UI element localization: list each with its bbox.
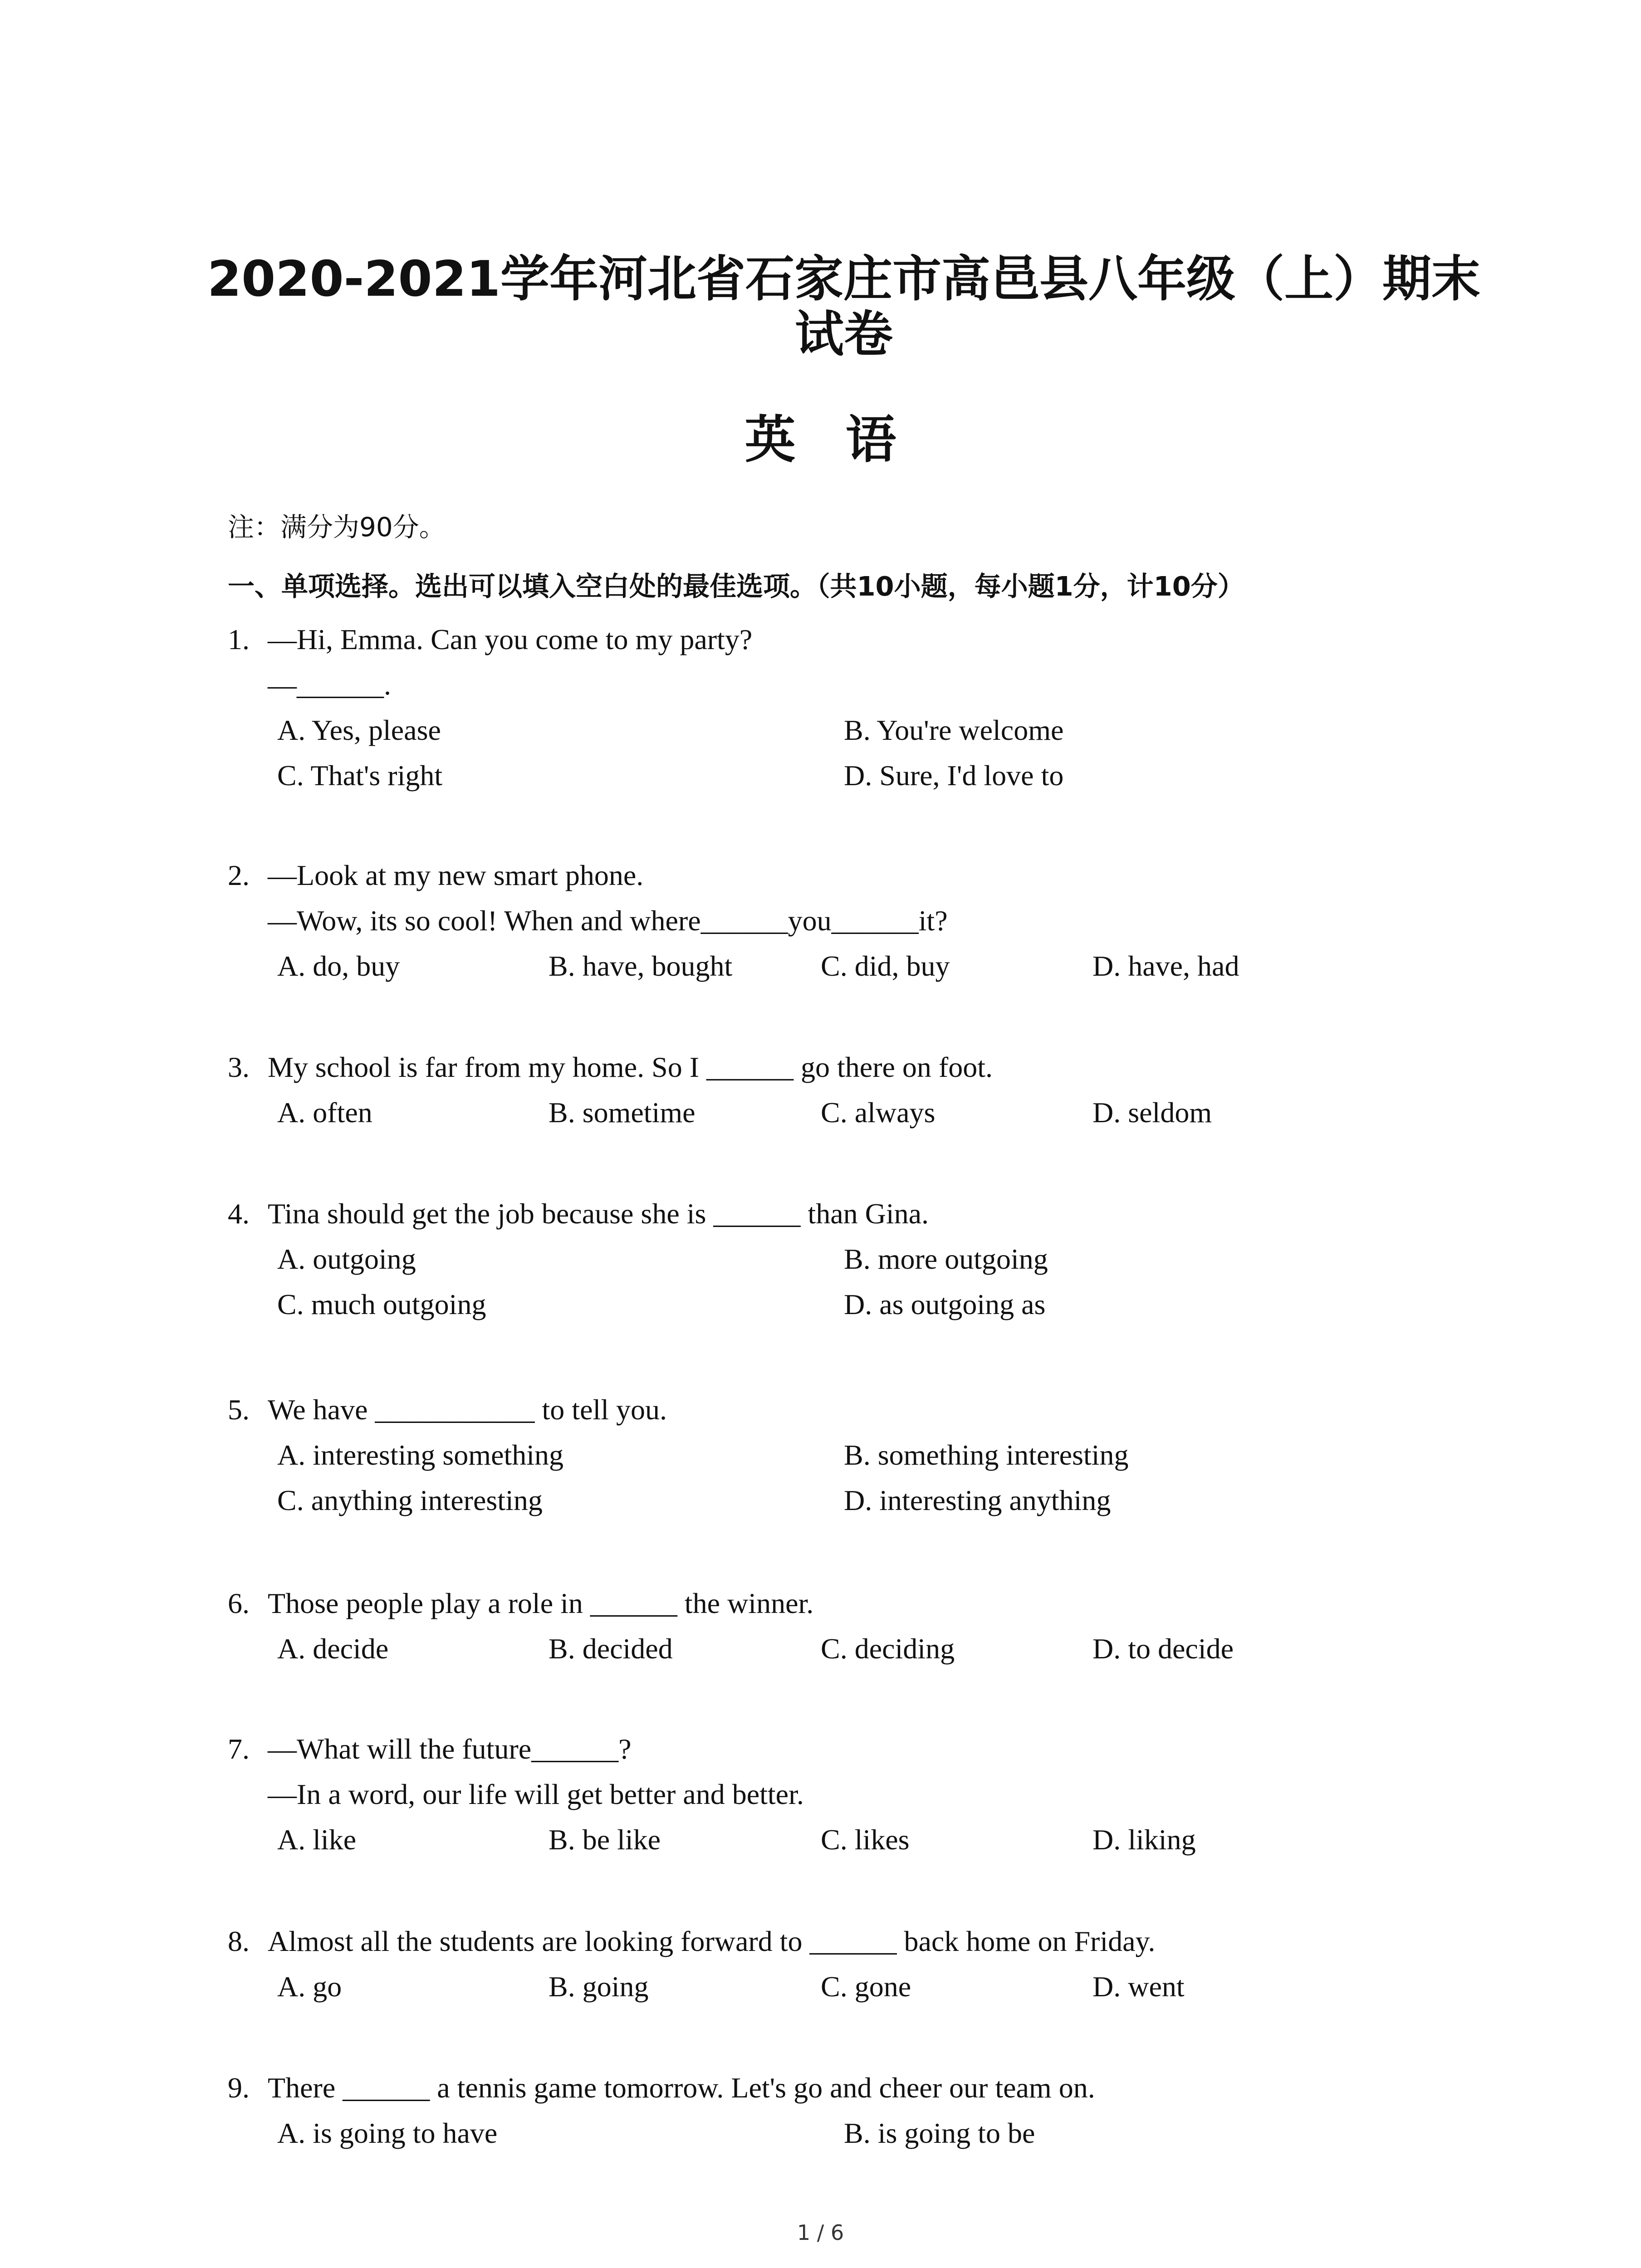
option-row [228, 1626, 1234, 1672]
question-stem: There ______ a tennis game tomorrow. Let's go and cheer our team on. [268, 2072, 1095, 2104]
exam-title: 2020-2021学年河北省石家庄市高邑县八年级（上）期末试卷 [207, 251, 1480, 363]
option-d: D. have, had [1092, 950, 1239, 982]
option-d: D. went [1092, 1970, 1185, 2003]
option-row [228, 2111, 1095, 2156]
option-d: D. as outgoing as [844, 1288, 1046, 1320]
question-number: 5. [228, 1393, 250, 1426]
option-d: D. interesting anything [844, 1484, 1111, 1516]
question-number: 2. [228, 859, 250, 891]
question-stem: We have ___________ to tell you. [268, 1393, 667, 1426]
question-number: 9. [228, 2072, 250, 2104]
option-row [228, 1237, 1048, 1282]
question-number: 8. [228, 1925, 250, 1957]
option-b: B. be like [549, 1823, 661, 1856]
option-a: A. often [277, 1096, 372, 1129]
option-row [228, 1282, 1046, 1327]
question-5 [228, 1387, 1129, 1523]
question-stem: Almost all the students are looking forward to ______ back home on Friday. [268, 1925, 1156, 1957]
option-row [228, 943, 1239, 989]
option-b: B. more outgoing [844, 1243, 1048, 1275]
question-3 [228, 1045, 1212, 1135]
option-b: B. is going to be [844, 2117, 1035, 2149]
question-stem: —______. [268, 669, 391, 701]
question-4 [228, 1191, 1048, 1327]
question-number: 3. [228, 1051, 250, 1083]
question-2 [228, 853, 1239, 989]
option-row [228, 708, 1064, 753]
option-b: B. You're welcome [844, 714, 1064, 746]
option-c: C. always [821, 1096, 936, 1129]
option-row [228, 1478, 1111, 1523]
option-b: B. have, bought [549, 950, 733, 982]
question-6 [228, 1581, 1234, 1672]
option-row [228, 1090, 1212, 1135]
option-a: A. interesting something [277, 1439, 564, 1471]
option-b: B. going [549, 1970, 649, 2003]
question-number: 6. [228, 1587, 250, 1619]
question-9 [228, 2065, 1095, 2156]
question-stem: —What will the future______? [268, 1733, 632, 1765]
option-d: D. liking [1092, 1823, 1196, 1856]
question-stem: —In a word, our life will get better and better. [268, 1778, 804, 1810]
page-number: 1 / 6 [797, 2220, 844, 2245]
option-row [228, 753, 1064, 798]
question-stem: —Hi, Emma. Can you come to my party? [268, 623, 753, 655]
option-a: A. Yes, please [277, 714, 441, 746]
option-b: B. sometime [549, 1096, 696, 1129]
option-a: A. decide [277, 1633, 389, 1665]
question-stem: —Look at my new smart phone. [268, 859, 644, 891]
score-note: 注：满分为90分。 [228, 512, 446, 543]
option-c: C. much outgoing [277, 1288, 486, 1320]
option-d: D. to decide [1092, 1633, 1234, 1665]
option-c: C. deciding [821, 1633, 955, 1665]
option-a: A. do, buy [277, 950, 400, 982]
option-d: D. Sure, I'd love to [844, 759, 1064, 792]
question-1 [228, 617, 1064, 798]
question-stem: My school is far from my home. So I ______ go there on foot. [268, 1051, 993, 1083]
option-a: A. is going to have [277, 2117, 498, 2149]
option-row [228, 1432, 1129, 1478]
option-d: D. seldom [1092, 1096, 1212, 1129]
question-7 [228, 1726, 1196, 1862]
option-b: B. something interesting [844, 1439, 1129, 1471]
option-c: C. That's right [277, 759, 443, 792]
subject-heading: 英语 [745, 411, 946, 469]
option-row [228, 1964, 1185, 2009]
question-number: 4. [228, 1198, 250, 1230]
option-b: B. decided [549, 1633, 673, 1665]
option-row [228, 1817, 1196, 1862]
question-8 [228, 1919, 1185, 2009]
option-c: C. anything interesting [277, 1484, 543, 1516]
option-a: A. outgoing [277, 1243, 416, 1275]
section-1-heading: 一、单项选择。选出可以填入空白处的最佳选项。（共10小题，每小题1分，计10分） [228, 571, 1244, 602]
question-stem: —Wow, its so cool! When and where______you______it? [268, 904, 948, 937]
option-c: C. likes [821, 1823, 910, 1856]
question-number: 7. [228, 1733, 250, 1765]
question-stem: Tina should get the job because she is ______ than Gina. [268, 1198, 929, 1230]
option-a: A. like [277, 1823, 357, 1856]
option-c: C. gone [821, 1970, 911, 2003]
question-stem: Those people play a role in ______ the winner. [268, 1587, 814, 1619]
option-a: A. go [277, 1970, 342, 2003]
question-number: 1. [228, 623, 250, 655]
option-c: C. did, buy [821, 950, 950, 982]
